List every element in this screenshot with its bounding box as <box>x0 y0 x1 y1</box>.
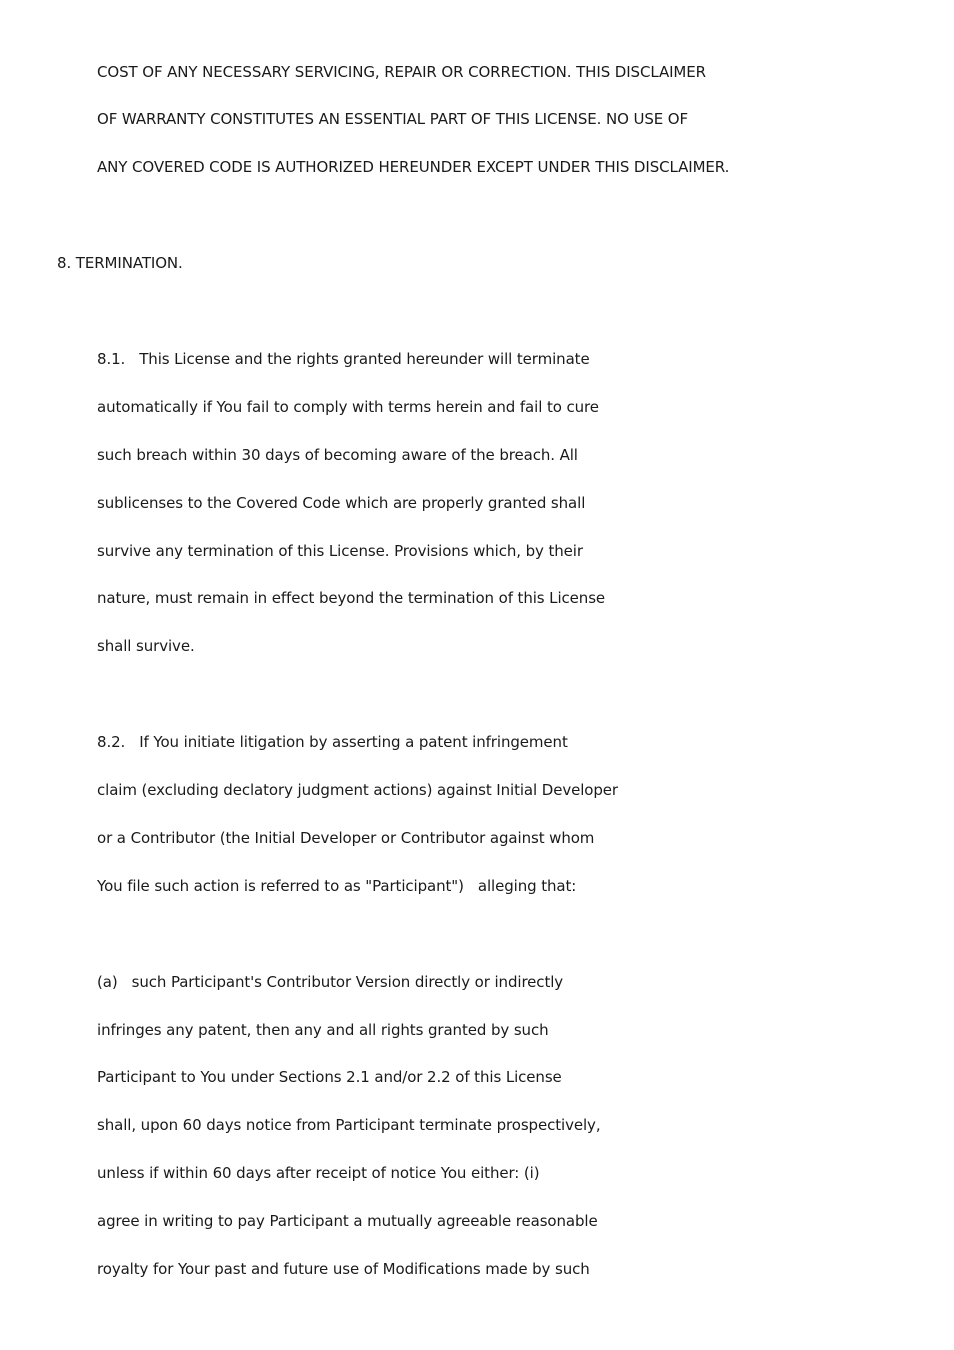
text-line: automatically if You fail to comply with terms herein and fail to cure <box>97 398 599 416</box>
text-line: claim (excluding declatory judgment actions) against Initial Developer <box>97 781 619 799</box>
text-line: shall survive. <box>97 637 195 655</box>
text-line: nature, must remain in effect beyond the termination of this License <box>97 589 606 607</box>
text-line: infringes any patent, then any and all rights granted by such <box>97 1021 549 1039</box>
text-line: unless if within 60 days after receipt of notice You either: (i) <box>97 1164 540 1182</box>
text-line: sublicenses to the Covered Code which are properly granted shall <box>97 494 586 512</box>
text-line: such breach within 30 days of becoming aware of the breach. All <box>97 446 578 464</box>
text-line: or a Contributor (the Initial Developer or Contributor against whom <box>97 829 595 847</box>
text-line: OF WARRANTY CONSTITUTES AN ESSENTIAL PART OF THIS LICENSE. NO USE OF <box>97 110 689 128</box>
section-heading: 8. TERMINATION. <box>57 254 183 272</box>
text-line: 8.1. This License and the rights granted hereunder will terminate <box>97 350 590 368</box>
text-line: You file such action is referred to as "Participant") alleging that: <box>97 877 577 895</box>
text-line: 8.2. If You initiate litigation by asserting a patent infringement <box>97 733 568 751</box>
text-line: COST OF ANY NECESSARY SERVICING, REPAIR OR CORRECTION. THIS DISCLAIMER <box>97 63 706 81</box>
text-line: ANY COVERED CODE IS AUTHORIZED HEREUNDER EXCEPT UNDER THIS DISCLAIMER. <box>97 158 730 176</box>
text-line: (a) such Participant's Contributor Version directly or indirectly <box>97 973 564 991</box>
text-line: shall, upon 60 days notice from Participant terminate prospectively, <box>97 1116 601 1134</box>
text-line: Participant to You under Sections 2.1 and/or 2.2 of this License <box>97 1068 562 1086</box>
text-line: survive any termination of this License. Provisions which, by their <box>97 542 583 560</box>
text-line: royalty for Your past and future use of Modifications made by such <box>97 1260 590 1278</box>
text-line: agree in writing to pay Participant a mutually agreeable reasonable <box>97 1212 598 1230</box>
